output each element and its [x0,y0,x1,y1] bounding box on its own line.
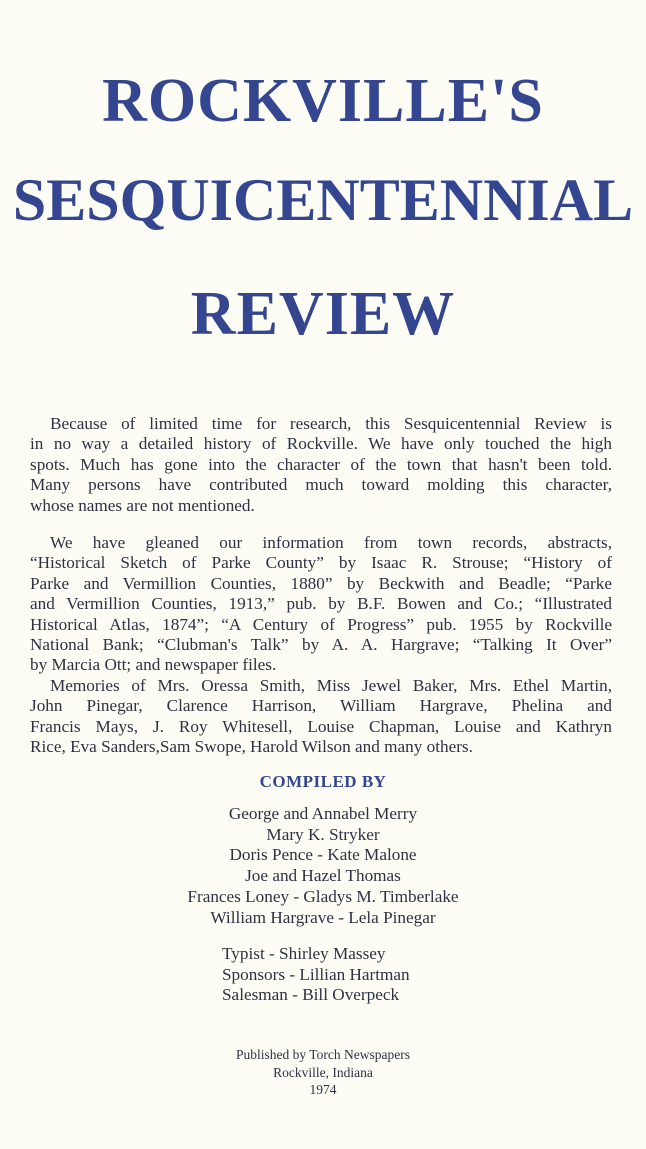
compiled-by-heading: COMPILED BY [259,772,387,791]
text-line: and Vermillion Counties, 1913,” pub. by B.F. Bowen and Co.; “Illustrated [30,594,612,614]
compiler-name: Doris Pence - Kate Malone [229,845,417,865]
text-line: We have gleaned our information from town records, abstracts, [50,533,612,552]
text-line: Parke and Vermillion Counties, 1880” by Beckwith and Beadle; “Parke [30,573,612,593]
text-line: Many persons have contributed much toward molding this character, [30,475,612,495]
publication-year: 1974 [309,1082,337,1097]
intro-paragraph [30,414,612,516]
compilers-list [0,804,646,928]
staff-list [222,944,522,1006]
text-line: National Bank; “Clubman's Talk” by A. A. Hargrave; “Talking It Over” [30,635,612,655]
staff-typist: Typist - Shirley Massey [222,944,386,963]
text-line: whose names are not mentioned. [30,495,255,515]
compiler-name: Joe and Hazel Thomas [245,866,401,886]
text-line: Memories of Mrs. Oressa Smith, Miss Jewel Baker, Mrs. Ethel Martin, [50,675,612,695]
title-line-2: SESQUICENTENNIAL [12,167,634,233]
staff-salesman: Salesman - Bill Overpeck [222,985,400,1004]
text-line: Because of limited time for research, this Sesquicentennial Review is [50,414,612,433]
sources-paragraph [30,533,612,757]
text-line: by Marcia Ott; and newspaper files. [30,655,277,675]
text-line: Rice, Eva Sanders,Sam Swope, Harold Wilson and many others. [30,737,473,757]
text-line: in no way a detailed history of Rockville. We have only touched the high [30,434,612,454]
compiler-name: William Hargrave - Lela Pinegar [210,907,436,927]
staff-sponsors: Sponsors - Lillian Hartman [222,964,410,984]
publisher-location: Rockville, Indiana [273,1064,373,1080]
publisher-block [0,1046,646,1099]
title-line-3: REVIEW [190,280,456,348]
text-line: spots. Much has gone into the character of the town that hasn't been told. [30,454,612,474]
text-line: “Historical Sketch of Parke County” by Isaac R. Strouse; “History of [30,553,612,573]
text-line: John Pinegar, Clarence Harrison, William Hargrave, Phelina and [30,696,612,716]
compiler-name: Mary K. Stryker [266,824,380,844]
text-line: Historical Atlas, 1874”; “A Century of Progress” pub. 1955 by Rockville [30,614,612,634]
title-line-1: ROCKVILLE'S [102,67,544,135]
publisher-name: Published by Torch Newspapers [236,1047,410,1062]
text-line: Francis Mays, J. Roy Whitesell, Louise Chapman, Louise and Kathryn [30,716,612,736]
compiler-name: Frances Loney - Gladys M. Timberlake [187,886,459,906]
compiler-name: George and Annabel Merry [228,804,418,823]
